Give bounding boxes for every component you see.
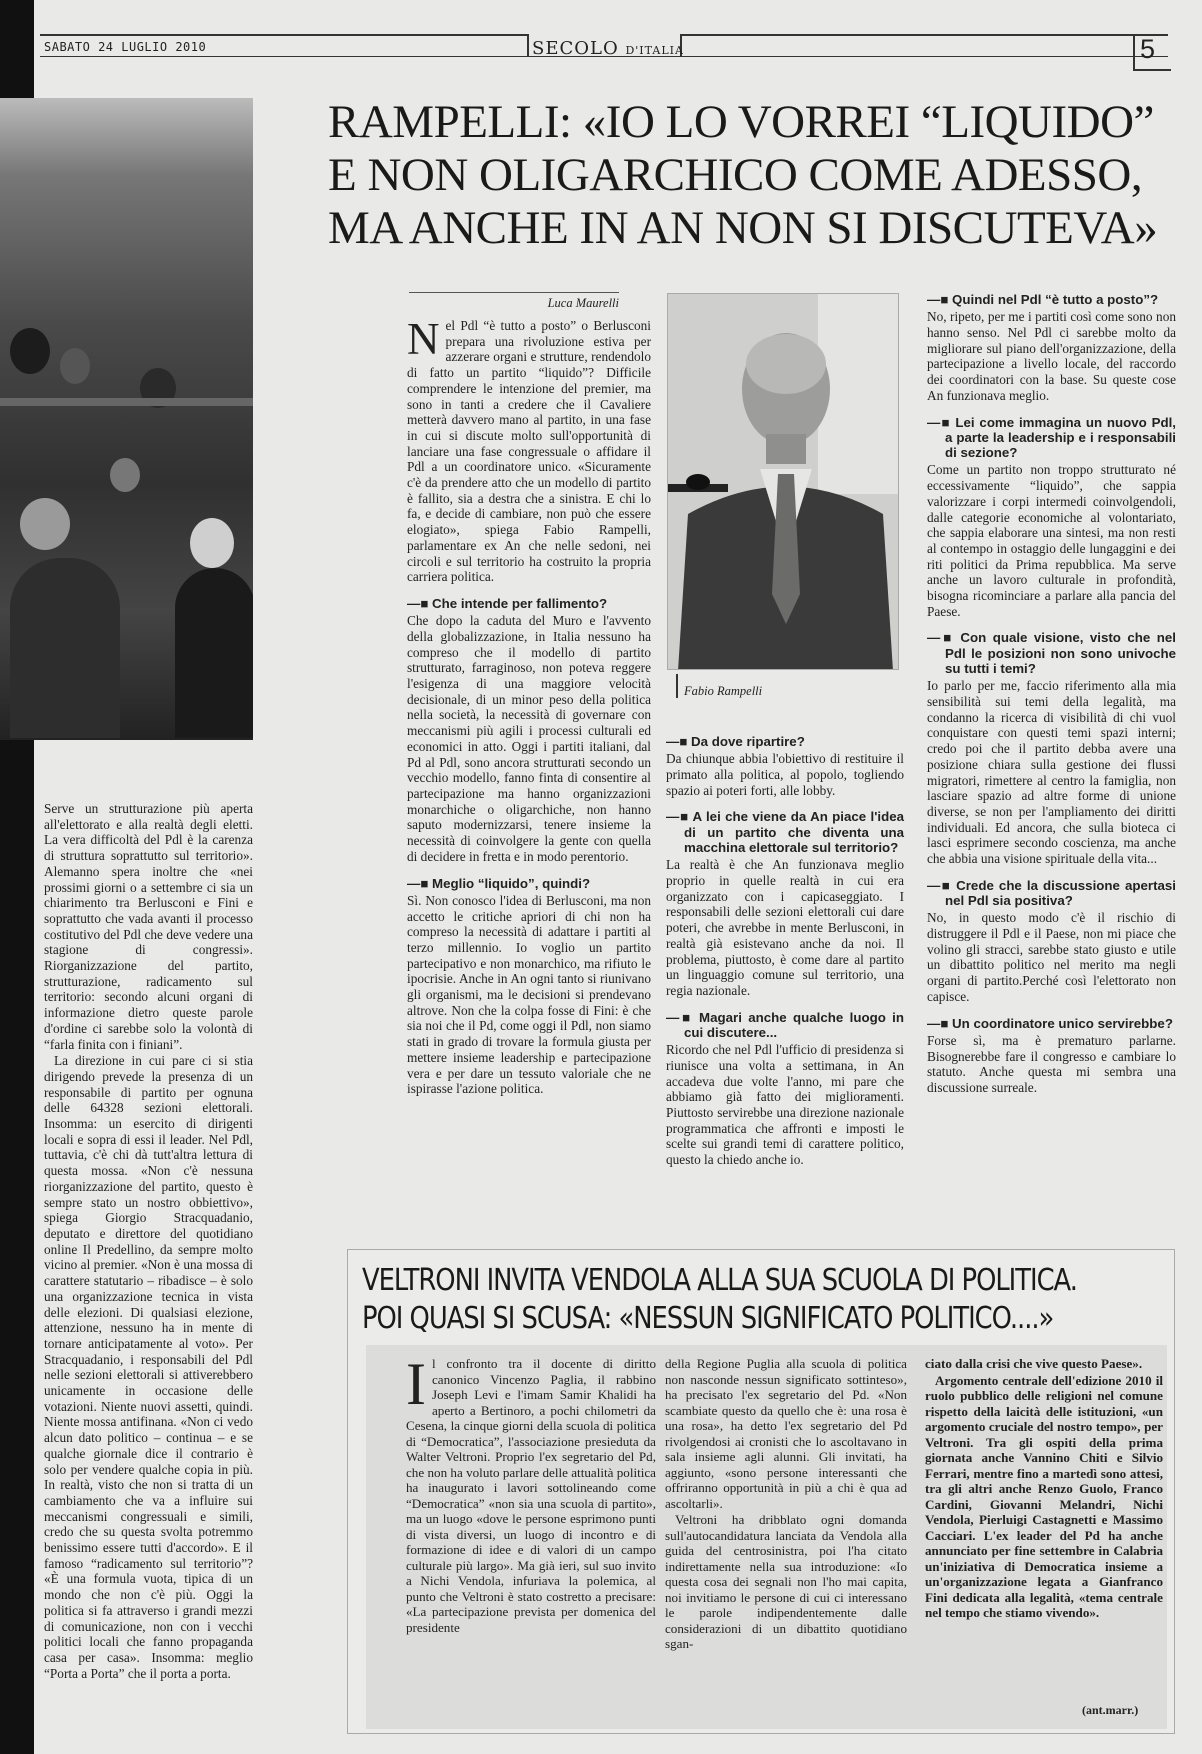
interview-question: —■ Magari anche qualche luogo in cui discutere... (666, 1010, 904, 1041)
lead-paragraph (407, 314, 651, 585)
article-paragraph: Serve un strutturazione più aperta all'elettorato e alla realtà degli eletti. La vera difficoltà del Pdl è la carenza di struttura soprattutto sul territorio». Alemanno spera inoltre che «nei prossimi giorni o a settembre ci sia un chiarimento tra Berlusconi e Fini e soprattutto che vada avanti il processo costitutivo del Pdl che deve vedere una stagione di congressi». Riorganizzazione del partito, strutturazione, radicamento sul territorio: secondo alcuni organi di informazione dietro queste parole d'ordine ci sarebbe solo la volontà di “farla finita con i finiani”. (44, 801, 253, 1052)
interview-question: —■ Lei come immagina un nuovo Pdl, a parte la leadership e i responsabili di sezione? (927, 415, 1176, 461)
article-paragraph: La direzione in cui pare ci si stia dirigendo prevede la presenza di un responsabile di partito per ognuna delle 64328 sezioni elettorali. Insomma: un esercito di dirigenti locali e sopra di essi il leader. Nel Pdl, tuttavia, c'è chi dà tutt'altra lettura di questa mossa. «Non c'è nessuna riorganizzazione del partito, questo è sempre stato un nostro obbiettivo», spiega Giorgio Stracquadanio, deputato e direttore del quotidiano online Il Predellino, da sempre molto vicino al premier. «Non è una mossa di carattere statutario – ribadisce – è solo una organizzazione tecnica in vista delle elezioni. Di qualsiasi elezione, attenzione, nessuno ha in mente di tornare anticipatamente al voto». Per Stracquadanio, i responsabili del Pdl nelle sezioni elettorali si attiverebbero unicamente in occasione delle votazioni. Niente nuovi assetti, quindi. Niente mossa antifinana. «Non ci vedo alcun dato politico – continua – e se qualche giornale dice il contrario è solo per vendere qualche copia in più. In realtà, visto che non si tratta di un cambiamento che va a influire sui meccanismi congressuali e simili, credo che su questa svolta potremmo benissimo essere tutti d'accordo». E il famoso “radicamento sul territorio”? «È una formula vuota, tipica di un mondo che non c'è più. Oggi la politica si fa attraverso i grandi mezzi di comunicazione, non con i vecchi politici locali che fanno propaganda casa per casa». Insomma: meglio “Porta a Porta” che il porta a porta. (44, 1053, 253, 1681)
interview-answer: Io parlo per me, faccio riferimento alla mia sensibilità sui temi della legalità, ma condanno la ricerca di visibilità di chi vuol conquistare con questi temi spazi interni; credo poi che il partito debba avere una posizione chiara sulla gestione dei flussi migratori, rimettere al centro la famiglia, non lasciare spazio ad altre forme di unione diverse, se non per l'ampliamento dei diritti individuali. Ed ancora, che sulla bioteca ci lasci esprimere secondo coscienza, ma anche che abbia una visione spirituale della vita... (927, 678, 1176, 867)
side-article-text: Argomento centrale dell'edizione 2010 il ruolo pubblico delle religioni nel comune rispetto della laicità delle istituzioni, «un argomento cruciale del nostro tempo», per Veltroni. Tra gli ospiti della prima giornata anche Vannino Chiti e Silvio Ferrari, mentre fino a martedì sono attesi, tra gli altri anche Renzo Guolo, Franco Cardini, Giovanni Melandri, Nichi Vendola, Pierluigi Castagnetti e Massimo Cacciari. L'ex leader del Pd ha anche annunciato per fine settembre in Calabria un'iniziativa di Democratica insieme a un'organizzazione legata a Gianfranco Fini dedicata alla legalità, «tema centrale nel tempo che stiamo vivendo». (925, 1372, 1163, 1620)
side-article-headline (362, 1262, 1077, 1338)
interview-question: —■ Che intende per fallimento? (407, 596, 651, 611)
side-article-text: l confronto tra il docente di diritto canonico Vincenzo Paglia, il rabbino Joseph Levi e l'imam Samir Khalidi ha aperto a Bertinoro, a pochi chilometri da Cesena, la cinque giorni della scuola di politica di “Democratica”, l'associazione presieduta da Walter Veltroni. Proprio l'ex segretario del Pd, che non ha voluto parlare delle attualità politica ha inaugurato i lavori sottolineando come “Democratica” «non sia una scuola di partito», ma un luogo «dove le persone esprimono punti di vista diversi, un luogo di incontro e di formazione di idee e di valori di un campo culturale più largo». Ma già ieri, sul suo invito a Nichi Vendola, infuriava la polemica, al punto che Veltroni è stato costretto a precisare: «La partecipazione prevista per domenica del presidente (406, 1356, 656, 1635)
header-rule-left (40, 34, 528, 36)
side-article-text: Veltroni ha dribblato ogni domanda sull'autocandidatura lanciata da Vendola alla guida del centrosinistra, poi l'ha citato indirettamente nella sua introduzione: «Io questa cosa dei segnali non l'ho mai capita, noi invitiamo le persone di cui ci interessano le parole indipendentemente dalle considerazioni di un dibattito quotidiano sgan- (665, 1512, 907, 1651)
interview-answer: No, in questo modo c'è il rischio di distruggere il Pdl e il Paese, non mi piace che volino gli stracci, sarebbe stato giusto e utile un dibattito politico nel merito ma negli organi di partito.Perché così l'elettorato non capisce. (927, 910, 1176, 1004)
interview-column-3 (927, 292, 1176, 1097)
interview-column-1 (407, 314, 651, 1098)
side-article-text: ciato dalla crisi che vive questo Paese». (925, 1356, 1143, 1371)
page-number-underline (1133, 69, 1171, 71)
interview-question: —■ A lei che viene da An piace l'idea di un partito che diventa una macchina elettorale sul territorio? (666, 809, 904, 855)
page-number-rule (1133, 34, 1135, 70)
issue-date: SABATO 24 LUGLIO 2010 (44, 40, 207, 54)
interview-question: —■ Da dove ripartire? (666, 734, 904, 749)
interview-answer: No, ripeto, per me i partiti così come sono non hanno senso. Nel Pdl ci sarebbe molto da migliorare sul piano dell'organizzazione, della partecipazione a livello locale, del raccordo dei coordinatori con la base. Su queste cose An funzionava meglio. (927, 309, 1176, 403)
side-article-text: della Regione Puglia alla scuola di politica non nasconde nessun significato sottinteso», ha precisato l'ex segretario del Pd. «Non scambiate questo da quello che è: una rosa è una rosa», ha detto l'ex segretario del Pd rivolgendosi ai cronisti che lo ascoltavano in sala insieme agli alunni. Gli invitati, ha aggiunto, «sono persone interessanti che offriranno opportunità in più a chi è qua ad ascoltarli». (665, 1356, 907, 1511)
lead-text: el Pdl “è tutto a posto” o Berlusconi prepara una rivoluzione estiva per azzerare organi e strutture, rendendolo di fatto un partito “liquido”? Difficile comprendere le intenzione del premier, ma sono in tanti a credere che il Cavaliere metterà davvero mano al partito, in una fase in cui si discute molto sull'opportunità di lanciare una fase congressuale o affidare il Pdl a un coordinatore unico. «Sicuramente c'è da prendere atto che un modello di partito è fallito, sia a destra che a sinistra. E chi lo fa, e decide di cambiare, non può che essere elogiato», spiega Fabio Rampelli, parlamentare ex An che nelle sedoni, nei circoli e sul territorio ha costruito la propria carriera politica. (407, 318, 651, 585)
side-article-lead (406, 1351, 656, 1635)
masthead-title: SECOLO (532, 38, 619, 59)
interview-question: —■ Un coordinatore unico servirebbe? (927, 1016, 1176, 1031)
side-headline-line-2: POI QUASI SI SCUSA: «NESSUN SIGNIFICATO POLITICO....» (362, 1301, 1054, 1336)
side-article-column-3 (925, 1356, 1163, 1622)
interview-question: —■ Quindi nel Pdl “è tutto a posto”? (927, 292, 1176, 307)
interview-answer: Come un partito non troppo strutturato né eccessivamente “liquido”, che sappia valorizzare i corpi intermedi coinvolgendoli, dalle categorie economiche al volontariato, che sappia elaborare una sintesi, ma non resti al contempo in ostaggio delle lungaggini e dei riti politici da Prima repubblica. Ma serve anche un lavoro culturale in profondità, bisogna ricominciare a parlare alla pancia del Paese. (927, 462, 1176, 619)
drop-cap: N (407, 314, 440, 364)
interview-question: —■ Meglio “liquido”, quindi? (407, 876, 651, 891)
interview-column-2 (666, 734, 904, 1169)
interview-question: —■ Crede che la discussione apertasi nel Pdl sia positiva? (927, 878, 1176, 909)
interview-answer: Forse sì, ma è prematuro parlarne. Bisognerebbe fare il congresso e cambiare lo statuto. Anche questa mi sembra una discussione surreale. (927, 1032, 1176, 1095)
crowd-photo (0, 98, 253, 740)
left-column (44, 801, 253, 1682)
masthead-subtitle: D'ITALIA (625, 44, 684, 57)
portrait-photo (667, 293, 899, 670)
interview-answer: Ricordo che nel Pdl l'ufficio di presidenza si riunisce una volta a settimana, in An accadeva due volte l'anno, mi pare che abbiamo già fatto dei miglioramenti. Piuttosto servirebbe una direzione nazionale programmatica che affronti e imposti le scelte sui grandi temi di carattere politico, questo la chiedo anche io. (666, 1042, 904, 1168)
main-headline: RAMPELLI: «IO LO VORREI “LIQUIDO” E NON OLIGARCHICO COME ADESSO, MA ANCHE IN AN NON SI DISCUTEVA» (328, 96, 1158, 254)
side-article-column-1 (406, 1351, 656, 1636)
interview-answer: Che dopo la caduta del Muro e l'avvento della globalizzazione, in Italia nessuno ha compreso che il modello di partito strutturato, farraginoso, non poteva reggere l'esigenza di una maggiore velocità decisionale, di un minor peso della politica nella società, la necessità di governare con meccanismi più agili i processi culturali ed economici in atto. Oggi i partiti italiani, dal Pd al Pdl, sono ancora strutturati secondo un vecchio modello, fanno finta di consentire al partecipazione ma hanno organizzazioni monarchiche o oligarchiche, non hanno saputo modernizzarsi, tenere insieme la necessità di coinvolgere la gente con quella di decidere in fretta e in modo perentorio. (407, 613, 651, 864)
drop-cap: I (406, 1351, 426, 1417)
interview-answer: Da chiunque abbia l'obiettivo di restituire il primato alla politica, al popolo, togliendo spazio ai poteri forti, alle lobby. (666, 751, 904, 798)
author-signature: (ant.marr.) (1082, 1703, 1139, 1717)
portrait-illustration (668, 294, 899, 670)
side-article-column-2 (665, 1356, 907, 1653)
photo-caption: Fabio Rampelli (684, 684, 763, 698)
interview-question: —■ Con quale visione, visto che nel Pdl le posizioni non sono univoche su tutti i temi? (927, 630, 1176, 676)
header-rule-right (680, 34, 1168, 36)
masthead (532, 38, 684, 59)
interview-answer: Sì. Non conosco l'idea di Berlusconi, ma non accetto le critiche apriori di chi non ha compreso la necessità di adattare i partiti al terzo millennio. Io voglio un partito partecipativo e non monarchico, ma rifiuto le ipocrisie. Anche in An ogni tanto si riunivano gli organismi, ma le decisioni si prendevano altrove. Non che la colpa fosse di Fini: è che sia noi che il Pd, come oggi il Pdl, non siamo stati in grado di trovare la formula giusta per mettere insieme leadership e partecipazione vera e per dare un tessuto valoriale che ne ispirasse l'azione politica. (407, 892, 651, 1097)
byline: Luca Maurelli (409, 292, 619, 311)
caption-rule (676, 674, 678, 698)
page-number: 5 (1140, 34, 1156, 64)
header-rule-divider (527, 34, 529, 56)
side-headline-line-1: VELTRONI INVITA VENDOLA ALLA SUA SCUOLA DI POLITICA. (362, 1263, 1077, 1298)
interview-answer: La realtà è che An funzionava meglio proprio in quelle realtà in cui era organizzato con i capicaseggiato. I responsabili delle sezioni elettorali cui dare poteri, che avrebbe in mente Berlusconi, in realtà già esistevano anche da noi. Il problema, piuttosto, è come dare al partito un linguaggio comune sul territorio, una regia nazionale. (666, 857, 904, 998)
